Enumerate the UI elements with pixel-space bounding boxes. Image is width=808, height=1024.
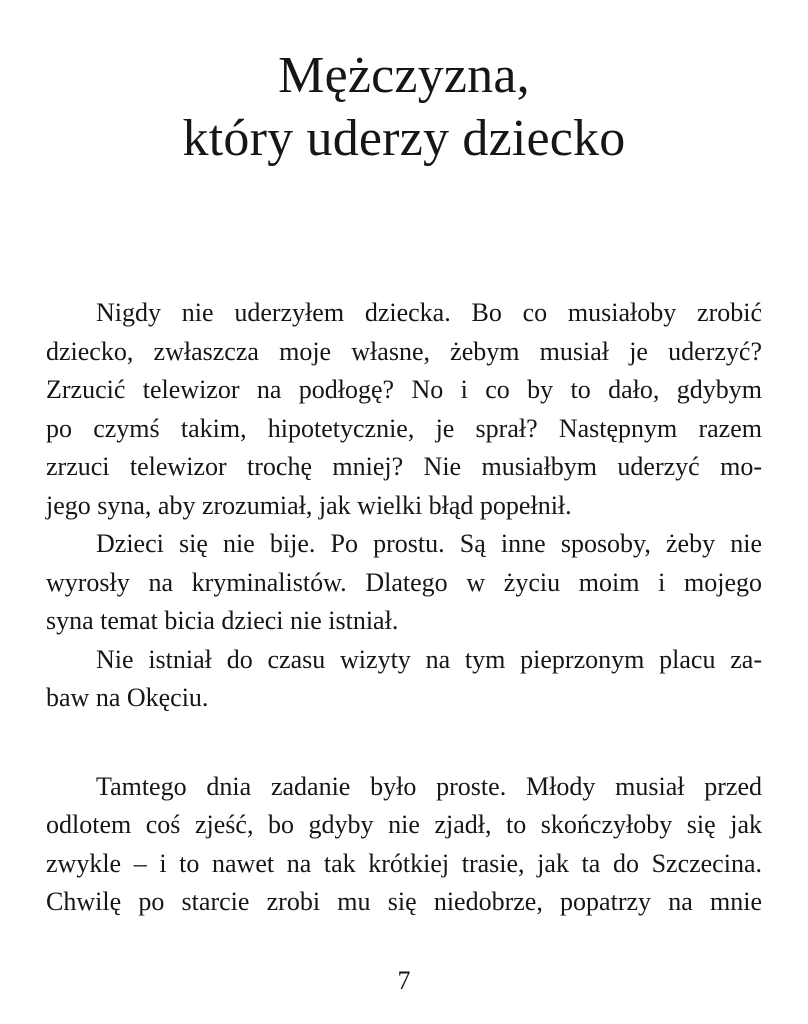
text-line: dziecko, zwłaszcza moje własne, żebym musiał je uderzyć? [46,336,762,366]
text-line: zrzuci telewizor trochę mniej? Nie musiałbym uderzyć mo- [46,452,762,481]
paragraph [46,294,762,525]
page-body [46,294,762,922]
text-line: wyrosły na kryminalistów. Dlatego w życiu moim i mojego [46,567,762,597]
text-line: Nie istniał do czasu wizyty na tym pieprzonym placu za- [96,644,762,674]
text-line: syna temat bicia dzieci nie istniał. [46,606,399,635]
text-line: Dzieci się nie bije. Po prostu. Są inne sposoby, żeby nie [96,529,762,558]
text-line: Nigdy nie uderzyłem dziecka. Bo co musiałoby zrobić [96,298,762,327]
text-line: Zrzucić telewizor na podłogę? No i co by to dało, gdybym [46,375,762,404]
chapter-title [0,0,808,170]
text-line: odlotem coś zjeść, bo gdyby nie zjadł, to skończyłoby się jak [46,810,762,839]
page-number: 7 [397,966,411,995]
paragraph [46,641,762,718]
text-line: jego syna, aby zrozumiał, jak wielki błąd popełnił. [46,490,572,520]
scene-break [46,718,762,768]
text-line: zwykle – i to nawet na tak krótkiej trasie, jak ta do Szczecina. [46,848,762,878]
text-line: baw na Okęciu. [46,683,209,712]
chapter-title-line: który uderzy dziecko [182,110,626,167]
text-line: po czymś takim, hipotetycznie, je sprał? Następnym razem [46,413,762,443]
text-line: Tamtego dnia zadanie było proste. Młody musiał przed [96,771,762,801]
chapter-title-line: Mężczyzna, [278,47,530,104]
paragraph [46,525,762,641]
text-line: Chwilę po starcie zrobi mu się niedobrze, popatrzy na mnie [46,887,762,916]
paragraph [46,768,762,922]
